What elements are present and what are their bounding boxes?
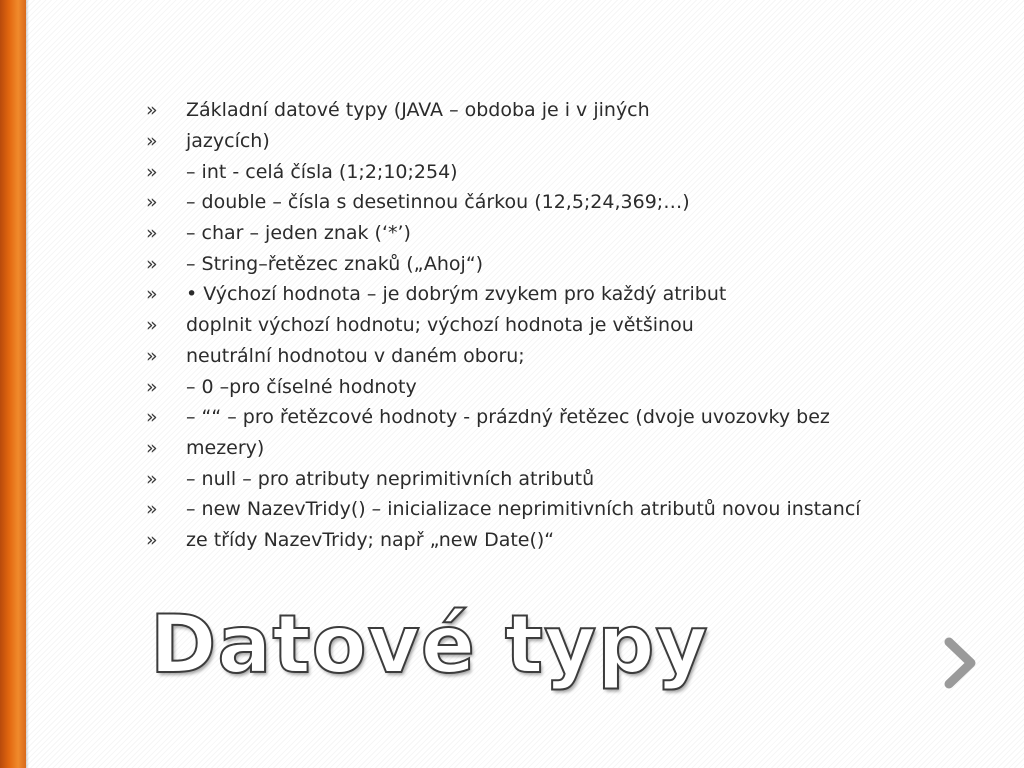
bullet-marker: » bbox=[146, 99, 158, 122]
list-item bbox=[146, 463, 946, 494]
bullet-marker: » bbox=[146, 160, 158, 183]
list-item bbox=[146, 248, 946, 279]
list-item bbox=[146, 433, 946, 464]
list-item-text: • Výchozí hodnota – je dobrým zvykem pro každý atribut bbox=[186, 283, 727, 306]
bullet-marker: » bbox=[146, 344, 158, 367]
list-item bbox=[146, 402, 946, 433]
list-item bbox=[146, 310, 946, 341]
list-item bbox=[146, 494, 946, 525]
list-item-text: – int - celá čísla (1;2;10;254) bbox=[186, 160, 458, 183]
list-item-text: ze třídy NazevTridy; např „new Date()“ bbox=[186, 528, 555, 551]
bullet-list bbox=[146, 95, 946, 555]
list-item-text: – String–řetězec znaků („Ahoj“) bbox=[186, 252, 484, 275]
bullet-marker: » bbox=[146, 314, 158, 337]
list-item-text: neutrální hodnotou v daném oboru; bbox=[186, 344, 525, 367]
bullet-marker: » bbox=[146, 283, 158, 306]
slide-title: Datové typy bbox=[150, 598, 709, 691]
list-item-text: – ““ – pro řetězcové hodnoty - prázdný řetězec (dvoje uvozovky bez bbox=[186, 406, 830, 429]
list-item-text: doplnit výchozí hodnotu; výchozí hodnota je většinou bbox=[186, 314, 694, 337]
list-item bbox=[146, 279, 946, 310]
next-slide-button[interactable] bbox=[938, 636, 982, 690]
list-item-text: – null – pro atributy neprimitivních atributů bbox=[186, 467, 595, 490]
list-item bbox=[146, 156, 946, 187]
list-item bbox=[146, 525, 946, 556]
list-item bbox=[146, 126, 946, 157]
bullet-marker: » bbox=[146, 375, 158, 398]
list-item bbox=[146, 371, 946, 402]
bullet-marker: » bbox=[146, 406, 158, 429]
chevron-right-icon bbox=[938, 636, 982, 690]
list-item-text: Základní datové typy (JAVA – obdoba je i v jiných bbox=[186, 99, 650, 122]
bullet-marker: » bbox=[146, 528, 158, 551]
list-item bbox=[146, 218, 946, 249]
bullet-marker: » bbox=[146, 436, 158, 459]
bullet-marker: » bbox=[146, 467, 158, 490]
bullet-marker: » bbox=[146, 222, 158, 245]
list-item-text: – new NazevTridy() – inicializace neprimitivních atributů novou instancí bbox=[186, 498, 861, 521]
list-item bbox=[146, 95, 946, 126]
accent-side-bar bbox=[0, 0, 26, 768]
list-item bbox=[146, 187, 946, 218]
bullet-marker: » bbox=[146, 191, 158, 214]
list-item-text: – char – jeden znak (‘*’) bbox=[186, 222, 411, 245]
bullet-marker: » bbox=[146, 130, 158, 153]
list-item-text: – 0 –pro číselné hodnoty bbox=[186, 375, 417, 398]
bullet-marker: » bbox=[146, 252, 158, 275]
list-item-text: jazycích) bbox=[186, 130, 270, 153]
bullet-marker: » bbox=[146, 498, 158, 521]
list-item bbox=[146, 341, 946, 372]
list-item-text: mezery) bbox=[186, 436, 265, 459]
list-item-text: – double – čísla s desetinnou čárkou (12,5;24,369;…) bbox=[186, 191, 690, 214]
